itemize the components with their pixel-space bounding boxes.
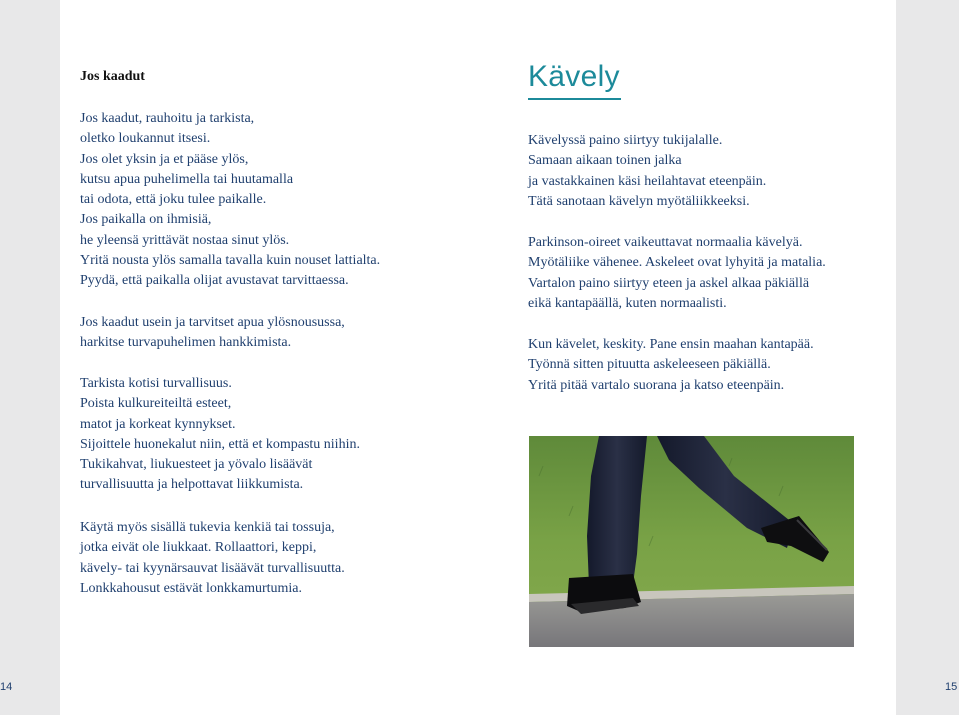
page-number-right: 15 xyxy=(945,681,958,693)
walking-tips-paragraph: Kun kävelet, keskity. Pane ensin maahan kantapää. Työnnä sitten pituutta askeleeseen päkiällä. Yritä pitää vartalo suorana ja katso eteenpäin. xyxy=(528,337,814,393)
right-margin xyxy=(896,0,959,715)
title-underline xyxy=(528,98,621,100)
footwear-paragraph: Käytä myös sisällä tukevia kenkiä tai tossuja, jotka eivät ole liukkaat. Rollaattori, keppi, kävely- tai kyynärsauvat lisäävät turvallisuutta. Lonkkahousut estävät lonkkamurtumia. xyxy=(80,520,345,596)
left-page xyxy=(0,0,479,715)
page-title: Kävely xyxy=(528,60,620,93)
walking-legs-photo xyxy=(529,436,854,647)
parkinson-walking-paragraph: Parkinson-oireet vaikeuttavat normaalia kävelyä. Myötäliike vähenee. Askeleet ovat lyhyitä ja matalia. Vartalon paino siirtyy eteen ja askel alkaa päkiällä eikä kantapäällä, kuten normaalisti. xyxy=(528,235,826,311)
home-safety-paragraph: Tarkista kotisi turvallisuus. Poista kulkureiteiltä esteet, matot ja korkeat kynnykset. Sijoittele huonekalut niin, että et kompastu niihin. Tukikahvat, liukuesteet ja yövalo lisäävät turvallisuutta ja helpottavat liikkumista. xyxy=(80,376,360,493)
fall-advice-paragraph: Jos kaadut, rauhoitu ja tarkista, oletko loukannut itsesi. Jos olet yksin ja et pääse ylös, kutsu apua puhelimella tai huutamalla tai odota, että joku tulee paikalle. Jos paikalla on ihmisiä, he yleensä yrittävät nostaa sinut ylös. Yritä nousta ylös samalla tavalla kuin nouset lattialta. Pyydä, että paikalla olijat avustavat tarvittaessa. xyxy=(80,111,381,289)
photo-illustration xyxy=(529,436,854,647)
section-heading: Jos kaadut xyxy=(80,69,145,84)
left-margin xyxy=(0,0,60,715)
safety-phone-paragraph: Jos kaadut usein ja tarvitset apua ylösnousussa, harkitse turvapuhelimen hankkimista. xyxy=(80,315,345,351)
page-number-left: 14 xyxy=(0,681,13,693)
walking-intro-paragraph: Kävelyssä paino siirtyy tukijalalle. Samaan aikaan toinen jalka ja vastakkainen käsi heilahtavat eteenpäin. Tätä sanotaan kävelyn myötäliikkeeksi. xyxy=(528,133,767,209)
